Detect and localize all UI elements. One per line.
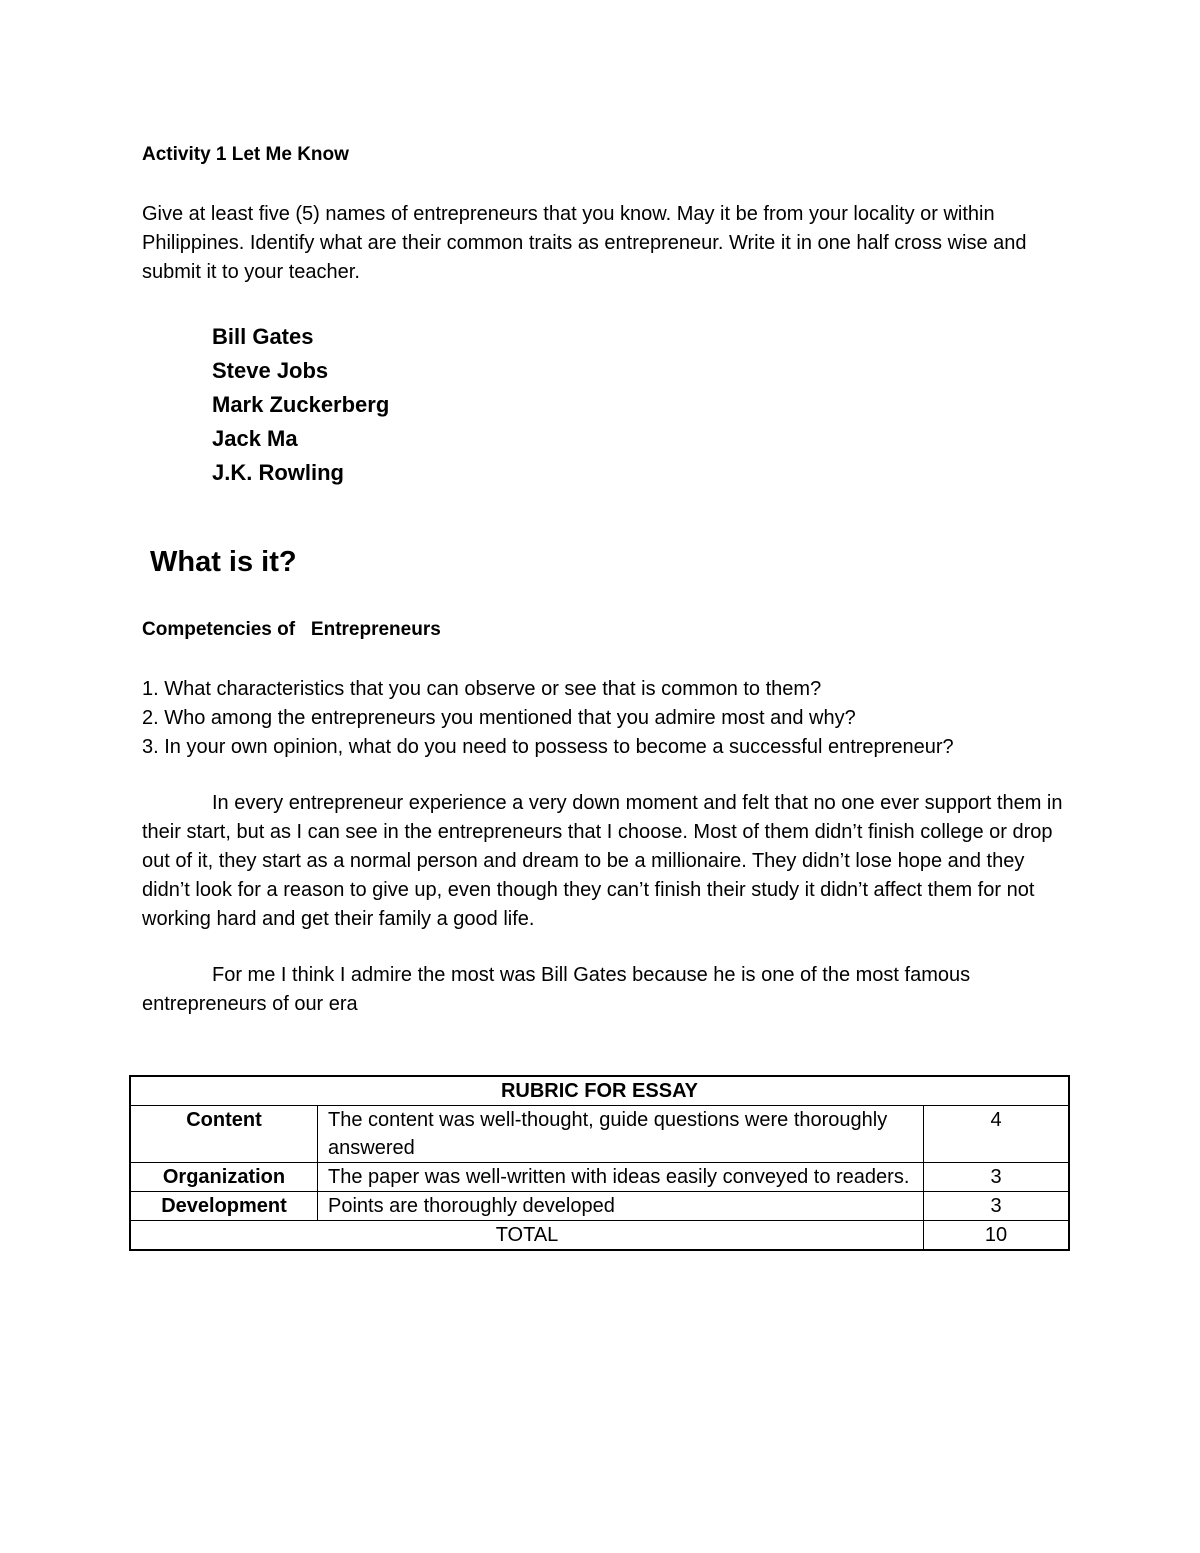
entrepreneur-name: J.K. Rowling bbox=[212, 460, 344, 485]
rubric-description: Points are thoroughly developed bbox=[318, 1192, 924, 1221]
answer-paragraph bbox=[142, 789, 1072, 934]
rubric-criterion: Development bbox=[130, 1192, 318, 1221]
section-heading: What is it? bbox=[150, 546, 297, 578]
rubric-description: The paper was well-written with ideas easily conveyed to readers. bbox=[318, 1163, 924, 1192]
rubric-criterion: Organization bbox=[130, 1163, 318, 1192]
entrepreneur-name: Mark Zuckerberg bbox=[212, 392, 390, 417]
rubric-score: 4 bbox=[924, 1106, 1070, 1163]
section-subheading: Competencies of Entrepreneurs bbox=[142, 619, 441, 640]
rubric-title: RUBRIC FOR ESSAY bbox=[130, 1076, 1069, 1106]
entrepreneur-name: Jack Ma bbox=[212, 426, 298, 451]
rubric-score: 3 bbox=[924, 1192, 1070, 1221]
table-row bbox=[130, 1163, 1069, 1192]
rubric-criterion: Content bbox=[130, 1106, 318, 1163]
question: 3. In your own opinion, what do you need to possess to become a successful entrepreneur? bbox=[142, 736, 954, 758]
table-row bbox=[130, 1106, 1069, 1163]
entrepreneur-name: Bill Gates bbox=[212, 324, 314, 349]
entrepreneur-names-list bbox=[212, 320, 389, 490]
rubric-score: 3 bbox=[924, 1163, 1070, 1192]
rubric-description: The content was well-thought, guide questions were thoroughly answered bbox=[318, 1106, 924, 1163]
activity-instructions: Give at least five (5) names of entrepreneurs that you know. May it be from your locality or within Philippines. Identify what are their common traits as entrepreneur. Write it in one half cross wise and submit it to your teacher. bbox=[142, 203, 1027, 283]
question: 2. Who among the entrepreneurs you mentioned that you admire most and why? bbox=[142, 707, 856, 729]
rubric-total-row bbox=[130, 1221, 1069, 1251]
answer-paragraph bbox=[142, 961, 1072, 1019]
guide-questions bbox=[142, 675, 1072, 762]
table-row bbox=[130, 1192, 1069, 1221]
rubric-total-label: TOTAL bbox=[130, 1221, 924, 1251]
answer-text: For me I think I admire the most was Bill Gates because he is one of the most famous entrepreneurs of our era bbox=[142, 964, 971, 1015]
entrepreneur-name: Steve Jobs bbox=[212, 358, 329, 383]
rubric-table bbox=[129, 1075, 1070, 1251]
activity-title: Activity 1 Let Me Know bbox=[142, 144, 349, 165]
rubric-total-score: 10 bbox=[924, 1221, 1070, 1251]
question: 1. What characteristics that you can observe or see that is common to them? bbox=[142, 678, 822, 700]
rubric-title-row bbox=[130, 1076, 1069, 1106]
answer-text: In every entrepreneur experience a very down moment and felt that no one ever support them in their start, but as I can see in the entrepreneurs that I choose. Most of them didn’t finish college or drop out of it, they start as a normal person and dream to be a millionaire. They didn’t lose hope and they didn’t look for a reason to give up, even though they can’t finish their study it didn’t affect them for not working hard and get their family a good life. bbox=[142, 792, 1063, 930]
